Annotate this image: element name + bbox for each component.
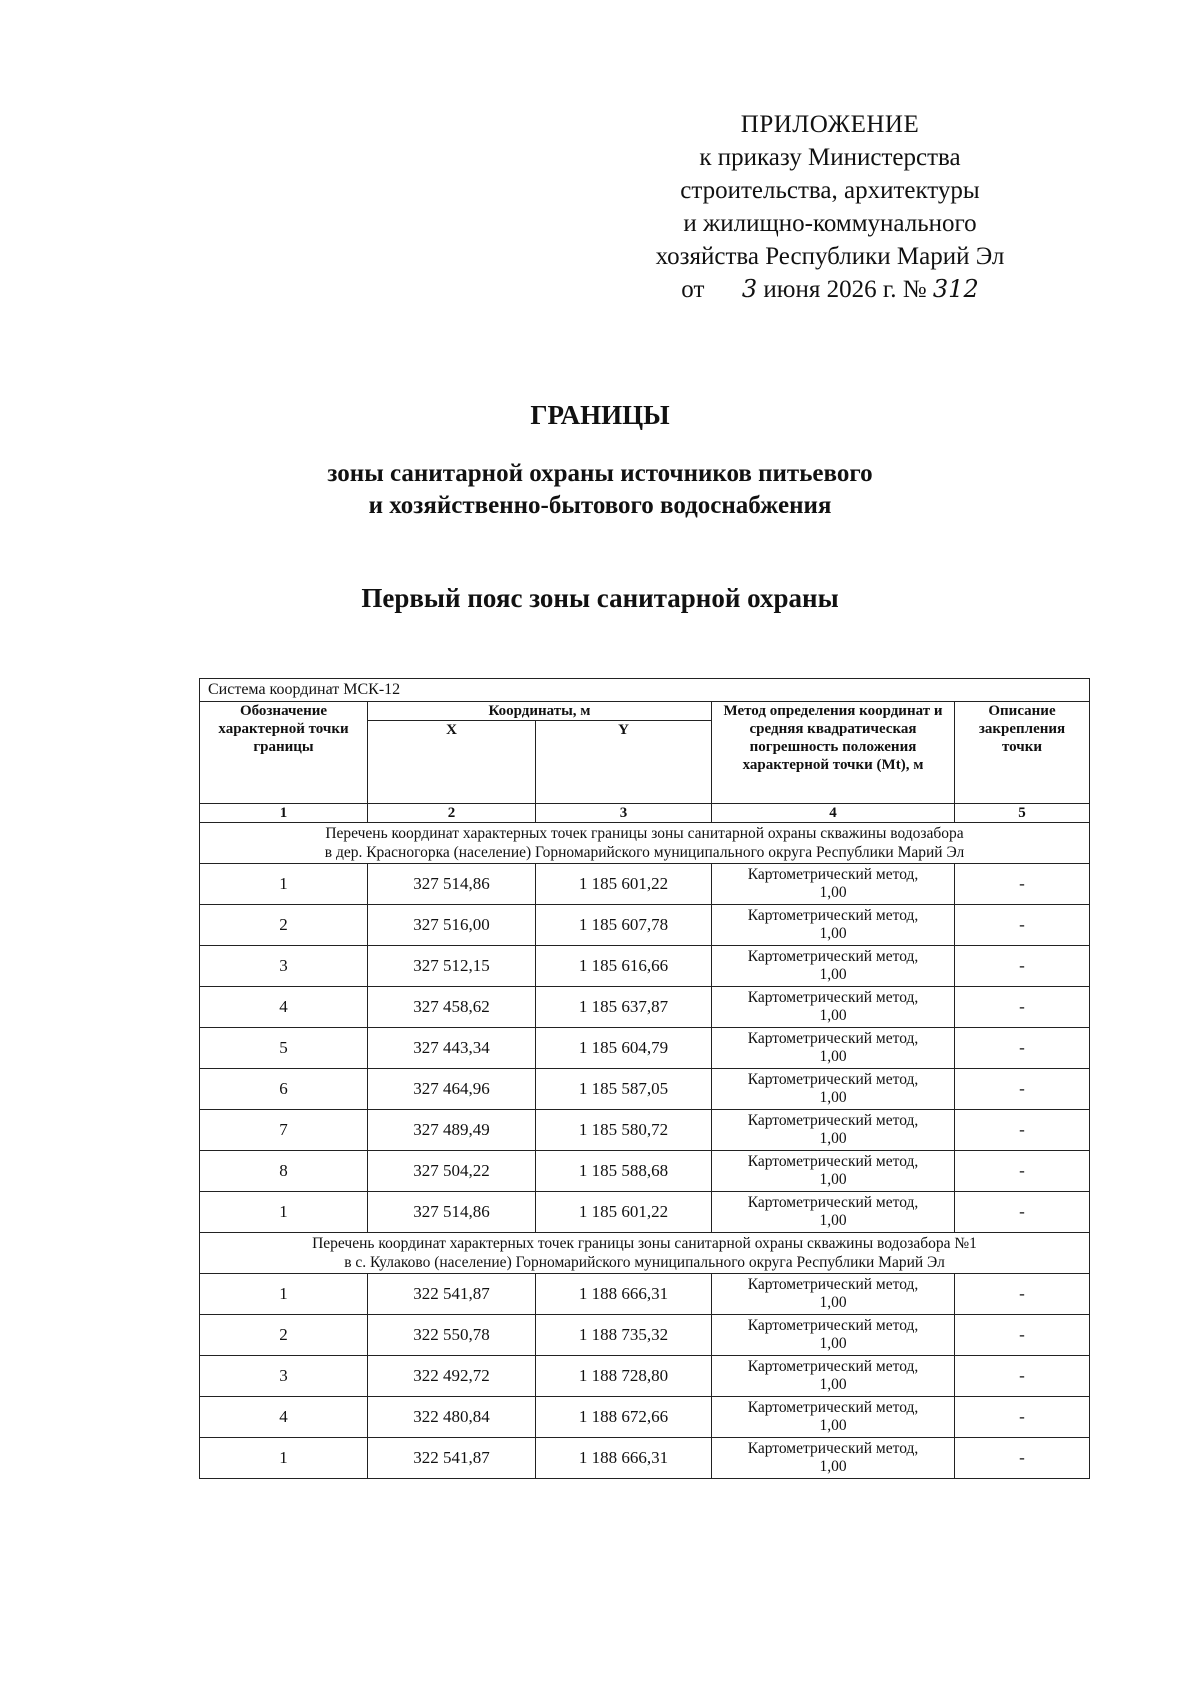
- method-cell: [712, 905, 955, 946]
- point-number-cell: 7: [200, 1110, 368, 1151]
- fixing-cell: -: [955, 864, 1090, 905]
- accuracy-value: 1,00: [819, 1048, 847, 1065]
- handwritten-day: 3: [741, 275, 758, 303]
- method-cell: [712, 1028, 955, 1069]
- method-text: Картометрический метод,: [747, 1030, 919, 1047]
- date-rest: июня 2026 г. №: [763, 276, 927, 303]
- table-row: [200, 864, 1090, 905]
- point-number-cell: 1: [200, 1274, 368, 1315]
- point-number-cell: 5: [200, 1028, 368, 1069]
- section-caption-line: в с. Кулаково (население) Горномарийского муниципального округа Республики Марий Эл: [344, 1254, 945, 1271]
- method-cell: [712, 946, 955, 987]
- header-fixing: Описание закрепления точки: [955, 702, 1090, 804]
- method-text: Картометрический метод,: [747, 1317, 919, 1334]
- y-coordinate-cell: 1 185 607,78: [536, 905, 712, 946]
- x-coordinate-cell: 322 480,84: [368, 1397, 536, 1438]
- header-x: X: [368, 721, 536, 804]
- accuracy-value: 1,00: [819, 884, 847, 901]
- y-coordinate-cell: 1 185 604,79: [536, 1028, 712, 1069]
- method-cell: [712, 864, 955, 905]
- header-method: Метод определения координат и средняя квадратическая погрешность положения характерной точки (Mt), м: [712, 702, 955, 804]
- accuracy-value: 1,00: [819, 1417, 847, 1434]
- x-coordinate-cell: 327 443,34: [368, 1028, 536, 1069]
- table-row: [200, 1110, 1090, 1151]
- point-number-cell: 1: [200, 1438, 368, 1479]
- table-row: [200, 1315, 1090, 1356]
- column-number: 5: [955, 804, 1090, 823]
- method-text: Картометрический метод,: [747, 1440, 919, 1457]
- x-coordinate-cell: 322 492,72: [368, 1356, 536, 1397]
- y-coordinate-cell: 1 185 616,66: [536, 946, 712, 987]
- table-row: [200, 946, 1090, 987]
- method-cell: [712, 1151, 955, 1192]
- method-text: Картометрический метод,: [747, 989, 919, 1006]
- fixing-cell: -: [955, 1397, 1090, 1438]
- x-coordinate-cell: 322 541,87: [368, 1274, 536, 1315]
- x-coordinate-cell: 322 550,78: [368, 1315, 536, 1356]
- accuracy-value: 1,00: [819, 1458, 847, 1475]
- method-cell: [712, 1110, 955, 1151]
- header-y: Y: [536, 721, 712, 804]
- method-text: Картометрический метод,: [747, 1071, 919, 1088]
- fixing-cell: -: [955, 1438, 1090, 1479]
- fixing-cell: -: [955, 905, 1090, 946]
- x-coordinate-cell: 327 464,96: [368, 1069, 536, 1110]
- method-cell: [712, 1069, 955, 1110]
- fixing-cell: -: [955, 1356, 1090, 1397]
- coord-system-label: Система координат МСК-12: [200, 679, 1090, 702]
- x-coordinate-cell: 327 489,49: [368, 1110, 536, 1151]
- table-row: [200, 905, 1090, 946]
- x-coordinate-cell: 327 514,86: [368, 1192, 536, 1233]
- point-number-cell: 1: [200, 864, 368, 905]
- method-text: Картометрический метод,: [747, 1194, 919, 1211]
- y-coordinate-cell: 1 185 601,22: [536, 864, 712, 905]
- fixing-cell: -: [955, 1192, 1090, 1233]
- fixing-cell: -: [955, 1315, 1090, 1356]
- table-row: [200, 1069, 1090, 1110]
- document-subtitle: [0, 458, 1200, 522]
- column-number: 1: [200, 804, 368, 823]
- section-caption: [200, 1233, 1090, 1274]
- x-coordinate-cell: 327 512,15: [368, 946, 536, 987]
- column-number: 3: [536, 804, 712, 823]
- accuracy-value: 1,00: [819, 1376, 847, 1393]
- point-number-cell: 2: [200, 905, 368, 946]
- x-coordinate-cell: 327 458,62: [368, 987, 536, 1028]
- y-coordinate-cell: 1 188 728,80: [536, 1356, 712, 1397]
- column-number: 2: [368, 804, 536, 823]
- accuracy-value: 1,00: [819, 1212, 847, 1229]
- header-point: Обозначение характерной точки границы: [200, 702, 368, 804]
- fixing-cell: -: [955, 1028, 1090, 1069]
- y-coordinate-cell: 1 188 735,32: [536, 1315, 712, 1356]
- x-coordinate-cell: 327 516,00: [368, 905, 536, 946]
- annex-title: ПРИЛОЖЕНИЕ: [740, 111, 920, 138]
- method-cell: [712, 1274, 955, 1315]
- table-row: [200, 987, 1090, 1028]
- annex-date-line: [620, 273, 1040, 306]
- method-cell: [712, 987, 955, 1028]
- section-caption: [200, 823, 1090, 864]
- annex-block: [620, 108, 1040, 306]
- point-number-cell: 4: [200, 987, 368, 1028]
- y-coordinate-cell: 1 188 666,31: [536, 1274, 712, 1315]
- accuracy-value: 1,00: [819, 1171, 847, 1188]
- x-coordinate-cell: 327 514,86: [368, 864, 536, 905]
- annex-line: строительства, архитектуры: [680, 177, 980, 204]
- method-text: Картометрический метод,: [747, 948, 919, 965]
- coordinates-table: [199, 678, 1090, 1479]
- y-coordinate-cell: 1 185 587,05: [536, 1069, 712, 1110]
- annex-line: к приказу Министерства: [699, 144, 961, 171]
- fixing-cell: -: [955, 1151, 1090, 1192]
- method-text: Картометрический метод,: [747, 1358, 919, 1375]
- y-coordinate-cell: 1 185 580,72: [536, 1110, 712, 1151]
- date-prefix: от: [681, 276, 705, 303]
- column-number: 4: [712, 804, 955, 823]
- table-row: [200, 1192, 1090, 1233]
- y-coordinate-cell: 1 185 637,87: [536, 987, 712, 1028]
- y-coordinate-cell: 1 188 666,31: [536, 1438, 712, 1479]
- accuracy-value: 1,00: [819, 925, 847, 942]
- table-row: [200, 1151, 1090, 1192]
- point-number-cell: 6: [200, 1069, 368, 1110]
- method-cell: [712, 1356, 955, 1397]
- point-number-cell: 3: [200, 1356, 368, 1397]
- accuracy-value: 1,00: [819, 1130, 847, 1147]
- table-row: [200, 1028, 1090, 1069]
- section-caption-line: Перечень координат характерных точек границы зоны санитарной охраны скважины водозабора №1: [312, 1235, 977, 1252]
- method-text: Картометрический метод,: [747, 1153, 919, 1170]
- method-text: Картометрический метод,: [747, 866, 919, 883]
- fixing-cell: -: [955, 1110, 1090, 1151]
- accuracy-value: 1,00: [819, 1335, 847, 1352]
- section-caption-line: в дер. Красногорка (население) Горномарийского муниципального округа Республики Марий Эл: [324, 844, 965, 861]
- section-caption-row: [200, 1233, 1090, 1274]
- annex-line: и жилищно-коммунального: [683, 210, 977, 237]
- point-number-cell: 3: [200, 946, 368, 987]
- annex-line: хозяйства Республики Марий Эл: [655, 243, 1005, 270]
- point-number-cell: 2: [200, 1315, 368, 1356]
- accuracy-value: 1,00: [819, 1007, 847, 1024]
- subtitle-line: зоны санитарной охраны источников питьевого: [327, 460, 873, 487]
- point-number-cell: 8: [200, 1151, 368, 1192]
- method-cell: [712, 1315, 955, 1356]
- fixing-cell: -: [955, 1274, 1090, 1315]
- table-row: [200, 1438, 1090, 1479]
- method-cell: [712, 1192, 955, 1233]
- method-text: Картометрический метод,: [747, 1112, 919, 1129]
- table-row: [200, 1274, 1090, 1315]
- subtitle-line: и хозяйственно-бытового водоснабжения: [368, 492, 832, 519]
- table-row: [200, 1397, 1090, 1438]
- section-caption-row: [200, 823, 1090, 864]
- method-cell: [712, 1397, 955, 1438]
- fixing-cell: -: [955, 946, 1090, 987]
- point-number-cell: 4: [200, 1397, 368, 1438]
- accuracy-value: 1,00: [819, 966, 847, 983]
- accuracy-value: 1,00: [819, 1294, 847, 1311]
- method-text: Картометрический метод,: [747, 1276, 919, 1293]
- fixing-cell: -: [955, 1069, 1090, 1110]
- section-caption-line: Перечень координат характерных точек границы зоны санитарной охраны скважины водозабора: [325, 825, 964, 842]
- x-coordinate-cell: 322 541,87: [368, 1438, 536, 1479]
- belt-title: Первый пояс зоны санитарной охраны: [361, 583, 839, 613]
- fixing-cell: -: [955, 987, 1090, 1028]
- column-number-row: [200, 804, 1090, 823]
- x-coordinate-cell: 327 504,22: [368, 1151, 536, 1192]
- y-coordinate-cell: 1 185 601,22: [536, 1192, 712, 1233]
- accuracy-value: 1,00: [819, 1089, 847, 1106]
- y-coordinate-cell: 1 185 588,68: [536, 1151, 712, 1192]
- handwritten-order-number: 312: [932, 275, 979, 303]
- point-number-cell: 1: [200, 1192, 368, 1233]
- document-title: ГРАНИЦЫ: [530, 400, 670, 430]
- y-coordinate-cell: 1 188 672,66: [536, 1397, 712, 1438]
- method-text: Картометрический метод,: [747, 907, 919, 924]
- table-row: [200, 1356, 1090, 1397]
- method-text: Картометрический метод,: [747, 1399, 919, 1416]
- header-coords: Координаты, м: [368, 702, 712, 721]
- method-cell: [712, 1438, 955, 1479]
